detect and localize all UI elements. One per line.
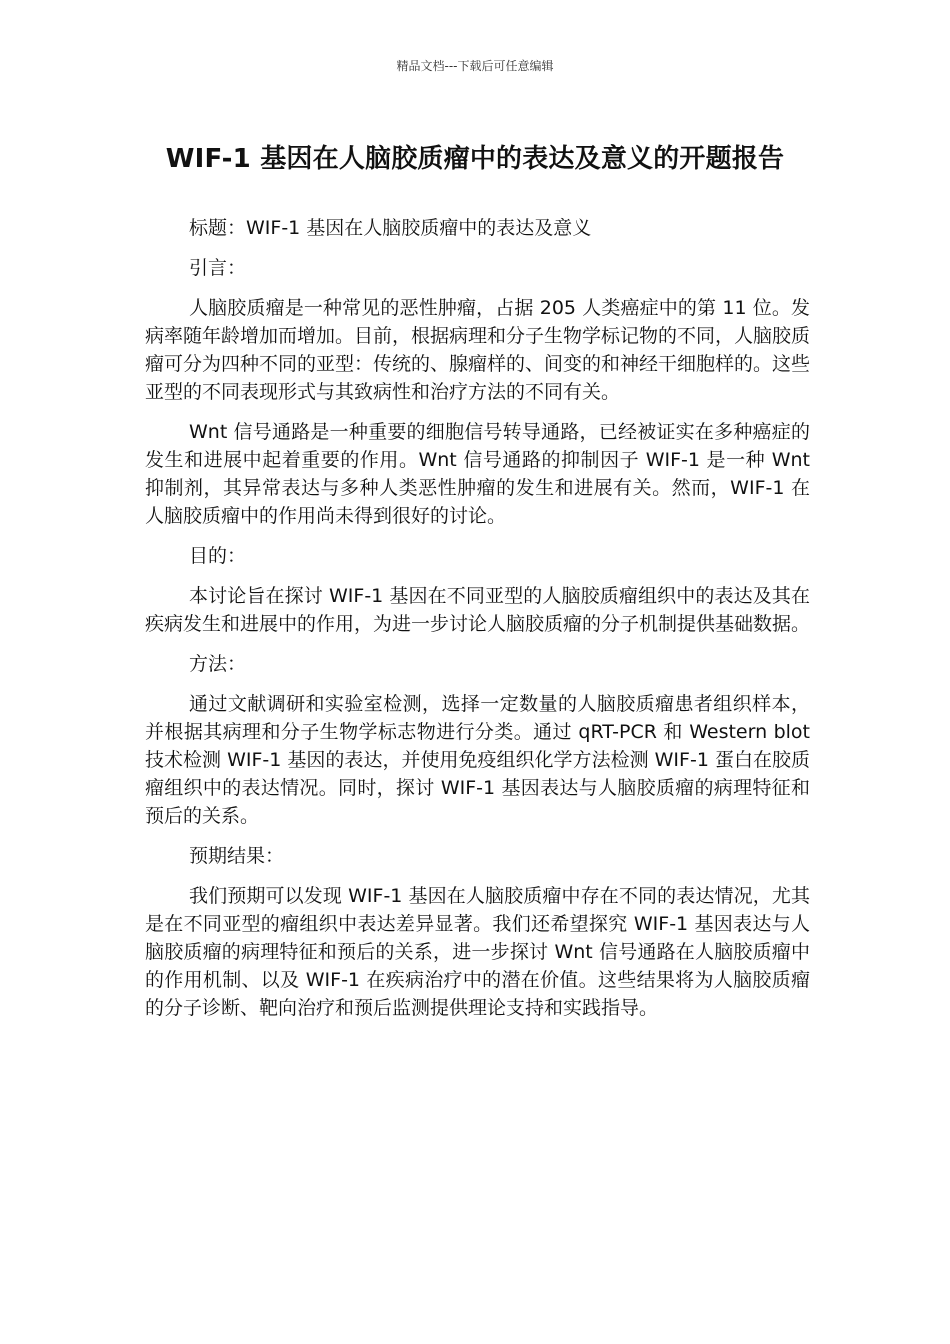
introduction-paragraph-2: Wnt 信号通路是一种重要的细胞信号转导通路，已经被证实在多种癌症的发生和进展中起着重要的作用。Wnt 信号通路的抑制因子 WIF-1 是一种 Wnt 抑制剂，其异常表达与多种人类恶性肿瘤的发生和进展有关。然而，WIF-1 在人脑胶质瘤中的作用尚未得到很好的讨论。 — [145, 421, 810, 527]
purpose-paragraph: 本讨论旨在探讨 WIF-1 基因在不同亚型的人脑胶质瘤组织中的表达及其在疾病发生和进展中的作用，为进一步讨论人脑胶质瘤的分子机制提供基础数据。 — [145, 585, 811, 635]
section-heading-purpose: 目的： — [189, 545, 247, 567]
subject-line: 标题：WIF-1 基因在人脑胶质瘤中的表达及意义 — [189, 217, 592, 239]
section-heading-expected-results: 预期结果： — [189, 845, 285, 867]
document-title: WIF-1 基因在人脑胶质瘤中的表达及意义的开题报告 — [165, 144, 785, 174]
section-heading-methods: 方法： — [189, 653, 247, 675]
document-body — [145, 214, 810, 1034]
introduction-paragraph-1: 人脑胶质瘤是一种常见的恶性肿瘤，占据 205 人类癌症中的第 11 位。发病率随年龄增加而增加。目前，根据病理和分子生物学标记物的不同，人脑胶质瘤可分为四种不同的亚型：传统的、腺瘤样的、间变的和神经干细胞样的。这些亚型的不同表现形式与其致病性和治疗方法的不同有关。 — [145, 297, 811, 403]
section-heading-introduction: 引言： — [189, 257, 247, 279]
methods-paragraph: 通过文献调研和实验室检测，选择一定数量的人脑胶质瘤患者组织样本，并根据其病理和分子生物学标志物进行分类。通过 qRT-PCR 和 Western blot 技术检测 WIF-1 基因的表达，并使用免疫组织化学方法检测 WIF-1 蛋白在胶质瘤组织中的表达情况。同时，探讨 WIF-1 基因表达与人脑胶质瘤的病理特征和预后的关系。 — [145, 693, 810, 827]
expected-results-paragraph: 我们预期可以发现 WIF-1 基因在人脑胶质瘤中存在不同的表达情况，尤其是在不同亚型的瘤组织中表达差异显著。我们还希望探究 WIF-1 基因表达与人脑胶质瘤的病理特征和预后的关系，进一步探讨 Wnt 信号通路在人脑胶质瘤中的作用机制、以及 WIF-1 在疾病治疗中的潜在价值。这些结果将为人脑胶质瘤的分子诊断、靶向治疗和预后监测提供理论支持和实践指导。 — [145, 885, 811, 1019]
header-note: 精品文档---下载后可任意编辑 — [396, 59, 554, 73]
